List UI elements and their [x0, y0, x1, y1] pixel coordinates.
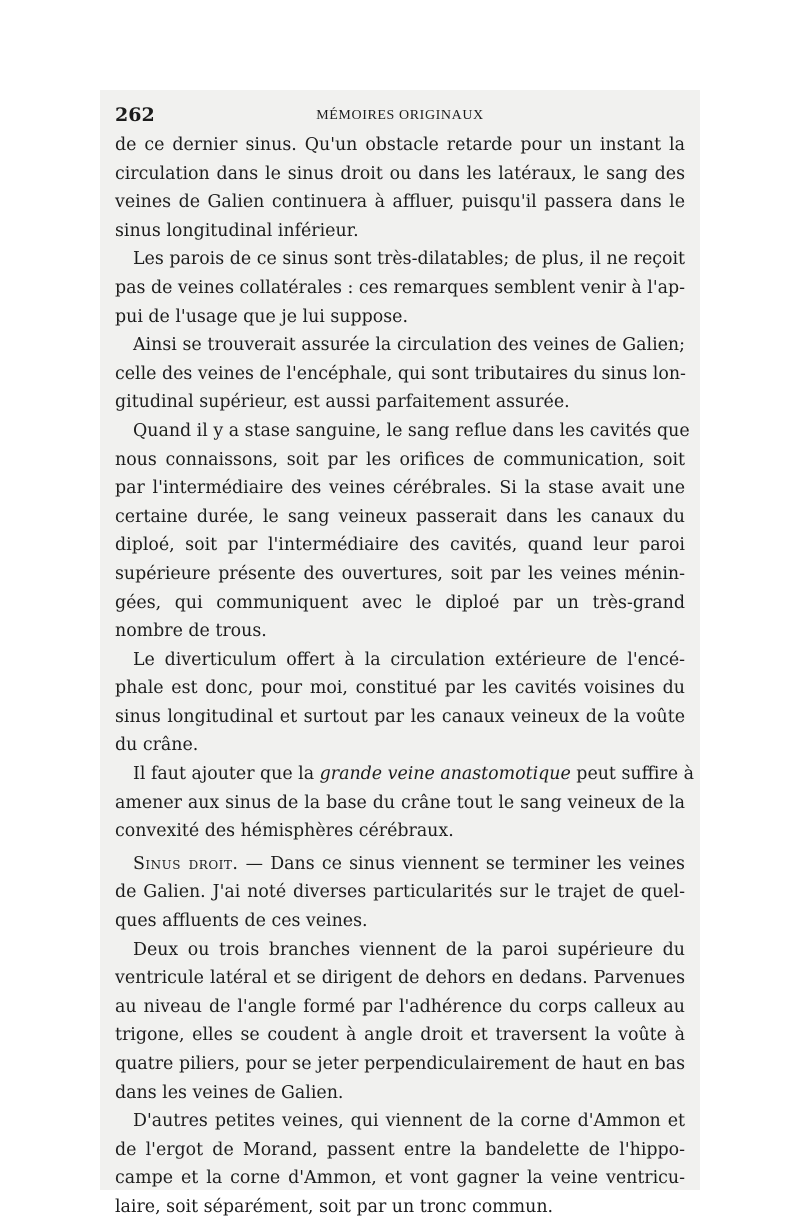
italic-term: grande veine anastomotique [319, 764, 571, 785]
text-line: trigone, elles se coudent à angle droit et traversent la voûte à [115, 1025, 685, 1046]
text-line: par l'intermédiaire des veines cérébrales. Si la stase avait une [115, 478, 685, 499]
page-number: 262 [115, 104, 155, 126]
section-start [115, 850, 685, 879]
text-line: sinus longitudinal inférieur. [115, 220, 359, 241]
text-line: veines de Galien continuera à affluer, puisqu'il passera dans le [115, 192, 685, 213]
text-line: sinus longitudinal et surtout par les canaux veineux de la voûte [115, 706, 685, 727]
text-line: ventricule latéral et se dirigent de dehors en dedans. Parvenues [115, 968, 685, 989]
text-line: gées, qui communiquent avec le diploé par un très-grand [115, 592, 685, 613]
text-line: de Galien. J'ai noté diverses particularités sur le trajet de quel- [115, 882, 685, 903]
text-line: certaine durée, le sang veineux passerait dans les canaux du [115, 506, 685, 527]
text-line: de l'ergot de Morand, passent entre la bandelette de l'hippo- [115, 1139, 685, 1160]
text-line: supérieure présente des ouvertures, soit par les veines ménin- [115, 563, 685, 584]
text-line: dans les veines de Galien. [115, 1082, 344, 1103]
text-line: celle des veines de l'encéphale, qui sont tributaires du sinus lon- [115, 363, 686, 384]
body-text [115, 131, 694, 1222]
paragraph-start: Le diverticulum offert à la circulation extérieure de l'encé- [133, 649, 685, 670]
page-header [115, 104, 685, 128]
text-line: ques affluents de ces veines. [115, 911, 368, 932]
paragraph-start: Quand il y a stase sanguine, le sang reflue dans les cavités que [133, 420, 690, 441]
text-line: quatre piliers, pour se jeter perpendiculairement de haut en bas [115, 1054, 685, 1074]
text-line: campe et la corne d'Ammon, et vont gagner la veine ventricu- [115, 1168, 685, 1189]
text-line: nous connaissons, soit par les orifices de communication, soit [115, 449, 685, 470]
text-line: du crâne. [115, 735, 199, 756]
paragraph-start: Ainsi se trouverait assurée la circulation des veines de Galien; [133, 335, 685, 356]
text-line: pas de veines collatérales : ces remarques semblent venir à l'ap- [115, 277, 685, 298]
paragraph-start [115, 760, 694, 789]
text-line: phale est donc, pour moi, constitué par les cavités voisines du [115, 678, 685, 699]
text-line: circulation dans le sinus droit ou dans les latéraux, le sang des [115, 163, 685, 184]
text-line: convexité des hémisphères cérébraux. [115, 821, 454, 842]
paragraph-start: D'autres petites veines, qui viennent de la corne d'Ammon et [133, 1111, 685, 1132]
text-run: — Dans ce sinus viennent se terminer les veines [238, 853, 685, 874]
text-line: nombre de trous. [115, 621, 267, 642]
text-line: de ce dernier sinus. Qu'un obstacle retarde pour un instant la [115, 135, 685, 155]
running-title: MÉMOIRES ORIGINAUX [316, 108, 484, 123]
text-line: au niveau de l'angle formé par l'adhérence du corps calleux au [115, 996, 685, 1017]
text-line: pui de l'usage que je lui suppose. [115, 306, 408, 327]
section-heading: Sinus droit. [133, 853, 239, 874]
text-line: amener aux sinus de la base du crâne tout le sang veineux de la [115, 792, 685, 813]
text-run: Il faut ajouter que la [133, 764, 320, 785]
text-line: laire, soit séparément, soit par un tronc commun. [115, 1196, 554, 1217]
text-line: gitudinal supérieur, est aussi parfaitement assurée. [115, 392, 570, 413]
paragraph-start: Deux ou trois branches viennent de la paroi supérieure du [133, 939, 685, 960]
text-line: diploé, soit par l'intermédiaire des cavités, quand leur paroi [115, 535, 685, 556]
text-run: peut suffire à [570, 764, 694, 785]
paragraph-start: Les parois de ce sinus sont très-dilatables; de plus, il ne reçoit [133, 249, 685, 270]
